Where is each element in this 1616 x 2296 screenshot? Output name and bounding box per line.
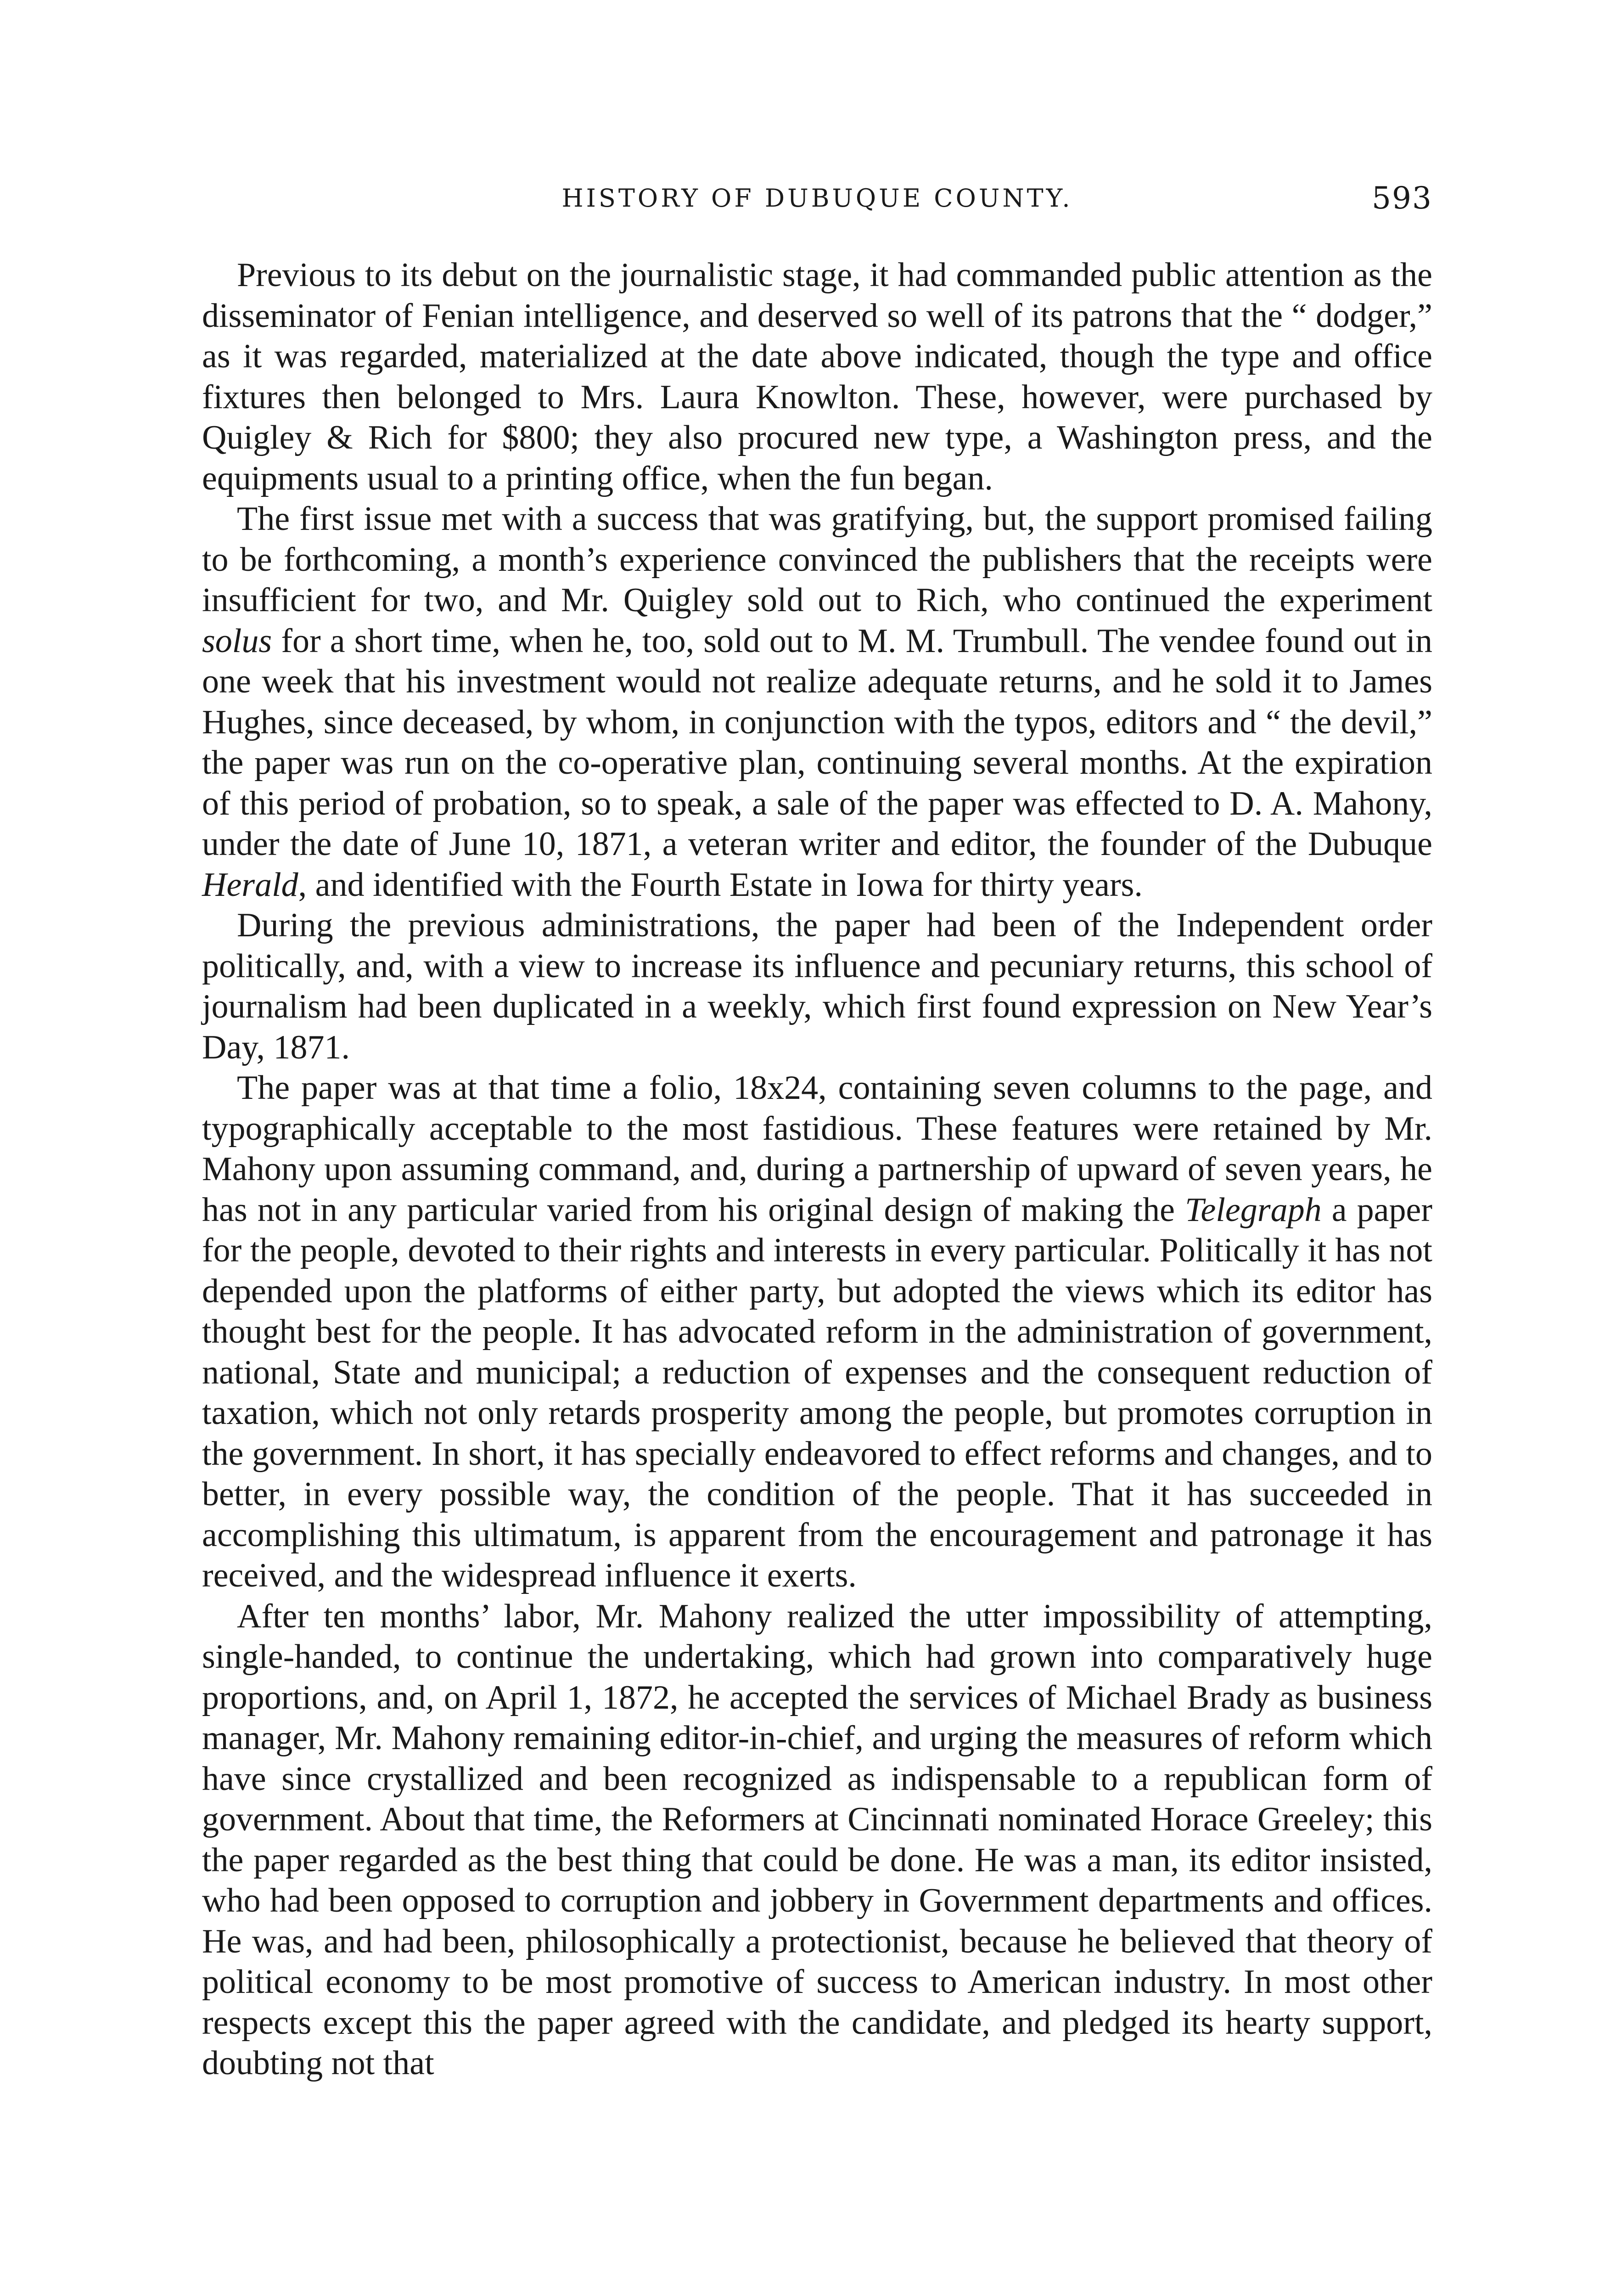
page-number: 593 xyxy=(1372,180,1432,216)
text-run: Previous to its debut on the journalistic stage, it had commanded public attention as the disseminator of Fenian intelligence, and deserved so well of its patrons that the “ dodger,” as it was regarded, materialized at the date above indicated, though the type and office fixtures then belonged to Mrs. Laura Knowlton. These, however, were purchased by Quigley & Rich for $800; they also procured new type, a Washington press, and the equipments usual to a printing office, when the fun began. xyxy=(202,256,1432,497)
running-title: HISTORY OF DUBUQUE COUNTY. xyxy=(561,184,1073,213)
italic-title: Herald xyxy=(202,866,298,904)
body-text xyxy=(202,255,1432,2084)
text-run: , and identified with the Fourth Estate in Iowa for thirty years. xyxy=(298,866,1143,904)
text-run: During the previous administrations, the paper had been of the Independent order politically, and, with a view to increase its influence and pecuniary returns, this school of journalism had been duplicated in a weekly, which first found expression on New Year’s Day, 1871. xyxy=(202,906,1432,1066)
italic-title: solus xyxy=(202,622,272,660)
text-run: The paper was at that time a folio, 18x24, containing seven columns to the page, and typographically acceptable to the most fastidious. These features were retained by Mr. Mahony upon assuming command, and, during a partnership of upward of seven years, he has not in any particular varied from his original design of making the xyxy=(202,1069,1432,1229)
paragraph xyxy=(202,905,1432,1068)
paragraph xyxy=(202,1068,1432,1596)
paragraph xyxy=(202,499,1432,905)
text-run: After ten months’ labor, Mr. Mahony realized the utter impossibility of attempting, single-handed, to continue the undertaking, which had grown into comparatively huge proportions, and, on April 1, 1872, he accepted the services of Michael Brady as business manager, Mr. Mahony remaining editor-in-chief, and urging the measures of reform which have since crystallized and been recognized as indispensable to a republican form of government. About that time, the Reformers at Cincinnati nominated Horace Greeley; this the paper regarded as the best thing that could be done. He was a man, its editor insisted, who had been opposed to corruption and jobbery in Government departments and offices. He was, and had been, philosophically a protectionist, because he believed that theory of political economy to be most promotive of success to American industry. In most other respects except this the paper agreed with the candidate, and pledged its hearty support, doubting not that xyxy=(202,1597,1432,2082)
text-run: for a short time, when he, too, sold out to M. M. Trumbull. The vendee found out in one week that his investment would not realize adequate returns, and he sold it to James Hughes, since deceased, by whom, in conjunction with the typos, editors and “ the devil,” the paper was run on the co-operative plan, continuing several months. At the expiration of this period of probation, so to speak, a sale of the paper was effected to D. A. Mahony, under the date of June 10, 1871, a veteran writer and editor, the founder of the Dubuque xyxy=(202,622,1432,863)
paragraph xyxy=(202,255,1432,499)
text-run: a paper for the people, devoted to their rights and interests in every particular. Politically it has not depended upon the platforms of either party, but adopted the views which its editor has thought best for the people. It has advocated reform in the administration of government, national, State and municipal; a reduction of expenses and the consequent reduction of taxation, which not only retards prosperity among the people, but promotes corruption in the government. In short, it has specially endeavored to effect reforms and changes, and to better, in every possible way, the condition of the people. That it has succeeded in accomplishing this ultimatum, is apparent from the encouragement and patronage it has received, and the widespread influence it exerts. xyxy=(202,1191,1432,1594)
text-run: The first issue met with a success that was gratifying, but, the support promised failing to be forthcoming, a month’s experience convinced the publishers that the receipts were insufficient for two, and Mr. Quigley sold out to Rich, who continued the experiment xyxy=(202,500,1432,619)
running-head xyxy=(202,180,1432,217)
italic-title: Telegraph xyxy=(1185,1191,1322,1229)
paragraph xyxy=(202,1596,1432,2084)
